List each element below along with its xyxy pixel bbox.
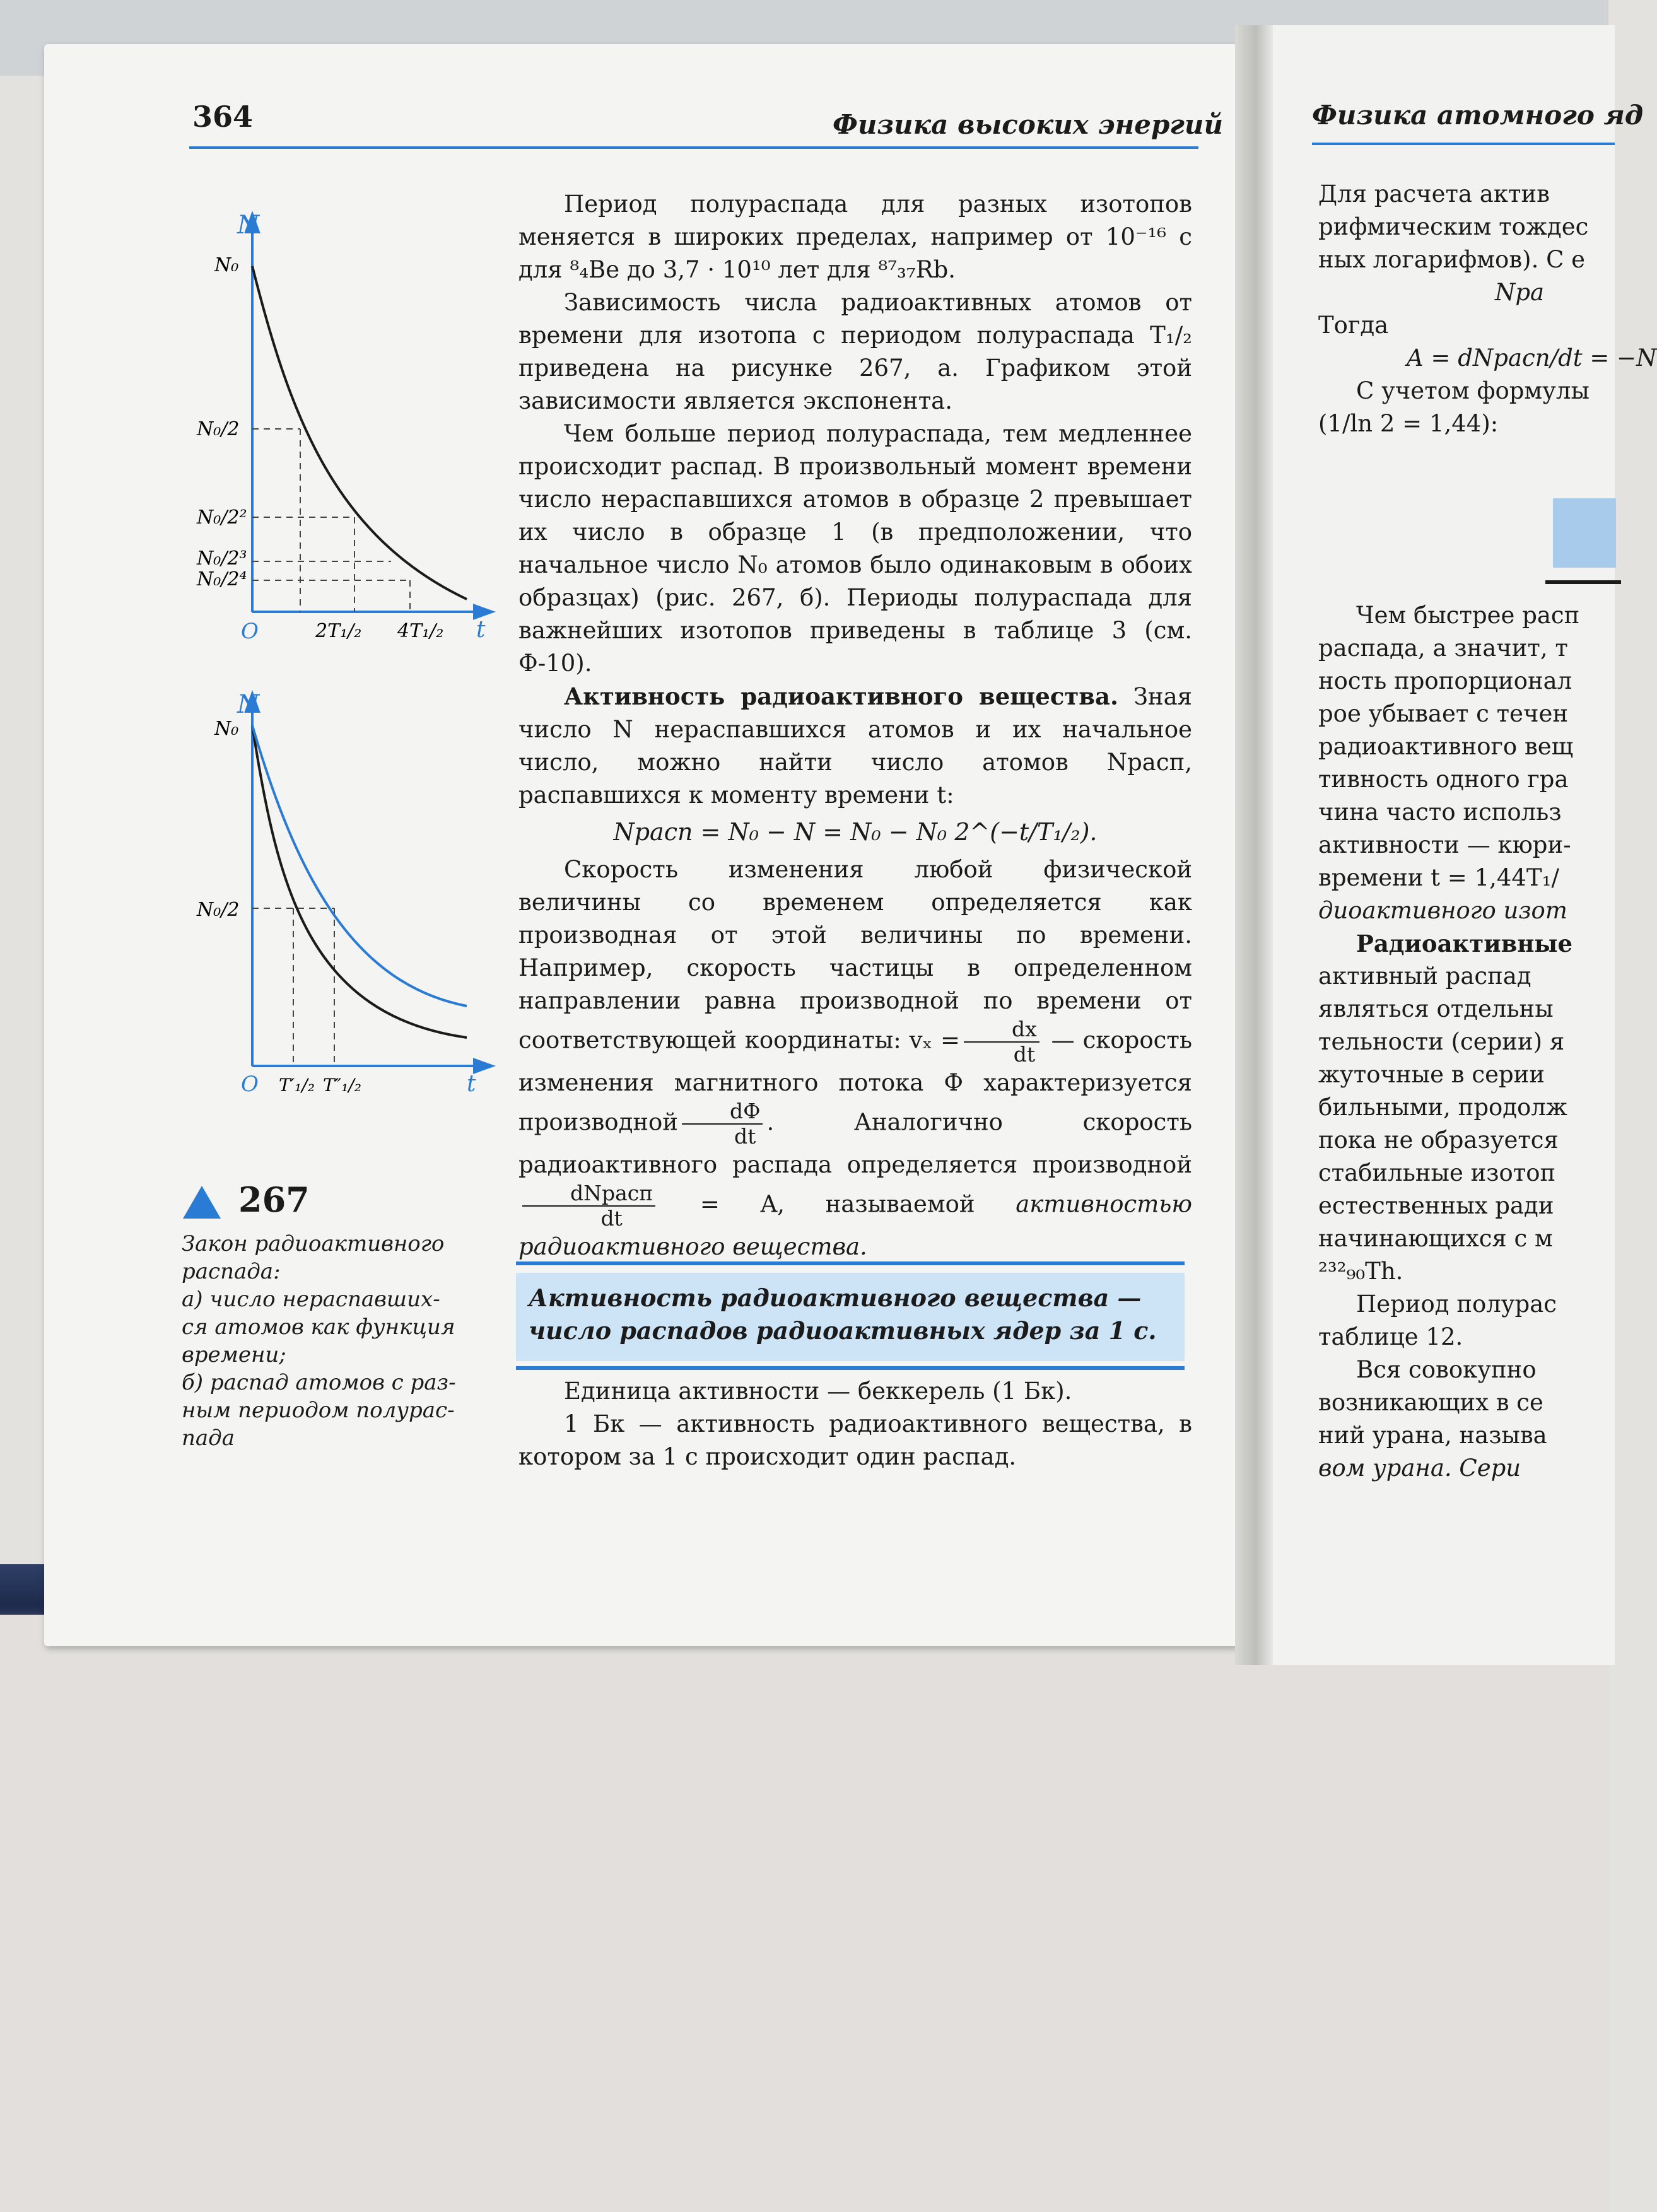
page-number: 364 xyxy=(192,100,254,134)
x-axis-label: t xyxy=(467,1071,476,1097)
right-line: активности — кюри- xyxy=(1318,831,1571,858)
right-line: распада, а значит, т xyxy=(1318,635,1568,662)
header-rule xyxy=(189,146,1198,149)
caption-line: пада xyxy=(182,1425,235,1451)
right-line: ных логарифмов). С е xyxy=(1318,246,1586,273)
paragraph-becquerel-definition: 1 Бк — активность радиоактивного вещества, в котором за 1 с происходит один распад. xyxy=(518,1410,1192,1470)
graph-b xyxy=(189,688,505,1097)
caption-line: распада: xyxy=(182,1259,281,1284)
caption-line: Закон радиоактивного xyxy=(182,1231,445,1256)
right-line: Радиоактивные xyxy=(1356,930,1573,957)
right-line: A = dNрасп/dt = −N xyxy=(1407,344,1657,372)
activity-text: Зная число N нераспавшихся атомов и их начальное число, можно найти число атомов Nрасп, распавшихся к моменту времени t: xyxy=(518,683,1192,809)
y-tick-quarter: N₀/2² xyxy=(197,506,247,529)
right-line: жуточные в серии xyxy=(1318,1061,1545,1088)
paragraph-half-life-range: Период полураспада для разных изотопов меняется в широких пределах, например от 10⁻¹⁶ с для ⁸₄Be до 3,7 · 10¹⁰ лет для ⁸⁷₃₇Rb. xyxy=(518,190,1192,283)
fraction-numerator: dФ xyxy=(682,1099,763,1125)
y-tick-eighth: N₀/2³ xyxy=(197,547,247,570)
derivative-text-3: . Аналогично скорость радиоактивного распада определяется производной xyxy=(518,1108,1192,1178)
right-line: Вся совокупно xyxy=(1356,1356,1537,1383)
x-axis-label: t xyxy=(476,617,486,643)
derivative-text-4: = A, называемой xyxy=(659,1190,975,1218)
right-line: вом урана. Сери xyxy=(1318,1454,1521,1482)
x-tick-t1: T′₁/₂ xyxy=(279,1075,315,1096)
main-text xyxy=(518,188,1192,1263)
formula-box xyxy=(1553,498,1616,568)
x-tick-t2: T″₁/₂ xyxy=(323,1075,362,1096)
running-header: Физика высоких энергий xyxy=(833,109,1224,140)
fraction-denominator: dt xyxy=(600,1206,623,1231)
fraction-denominator: dt xyxy=(734,1124,756,1149)
right-column-top xyxy=(1318,178,1657,440)
formula-box-rule xyxy=(1545,580,1621,584)
y-tick-sixteenth: N₀/2⁴ xyxy=(197,568,247,590)
right-line: Чем быстрее расп xyxy=(1356,602,1580,629)
caption-line: времени; xyxy=(182,1342,286,1367)
right-line: начинающихся с м xyxy=(1318,1225,1553,1252)
caption-line: а) число нераспавших- xyxy=(182,1287,440,1312)
right-line: пока не образуется xyxy=(1318,1126,1559,1154)
right-line: тивность одного гра xyxy=(1318,766,1569,793)
caption-line: ным периодом полурас- xyxy=(182,1398,455,1423)
fraction-numerator: dNрасп xyxy=(522,1181,655,1207)
right-line: стабильные изотоп xyxy=(1318,1159,1556,1186)
graph-a xyxy=(189,208,505,644)
right-line: активный распад xyxy=(1318,963,1531,990)
figure-marker-icon xyxy=(183,1186,221,1219)
right-line: возникающих в се xyxy=(1318,1389,1543,1416)
dx-dt-fraction xyxy=(964,1017,1039,1067)
right-running-header: Физика атомного яд xyxy=(1312,100,1644,131)
y-tick-half: N₀/2 xyxy=(197,418,240,440)
definition-box: Активность радиоактивного вещества — число распадов радиоактивных ядер за 1 с. xyxy=(516,1273,1185,1361)
figure-number: 267 xyxy=(238,1179,310,1220)
decay-curve-sample-2 xyxy=(252,725,467,1006)
right-line: естественных ради xyxy=(1318,1192,1554,1219)
right-column-bottom xyxy=(1318,599,1621,1485)
decay-curve-sample-1 xyxy=(252,725,467,1038)
right-line: тельности (серии) я xyxy=(1318,1028,1565,1055)
x-tick-2t: 2T₁/₂ xyxy=(315,620,362,642)
book-gutter xyxy=(1235,25,1273,1665)
right-line: Nра xyxy=(1495,279,1545,306)
right-line: радиоактивного вещ xyxy=(1318,733,1574,760)
right-line: ²³²₉₀Th. xyxy=(1318,1258,1403,1285)
decayed-atoms-formula: Nрасп = N₀ − N = N₀ − N₀ 2^(−t/T₁/₂). xyxy=(613,818,1098,846)
right-line: Тогда xyxy=(1318,312,1389,339)
paragraph-activity xyxy=(518,680,1192,812)
paragraph-dependence: Зависимость числа радиоактивных атомов от времени для изотопа с периодом полураспада T₁/₂ приведена на рисунке 267, а. Графиком этой зависимости является экспонента. xyxy=(518,289,1192,414)
right-line: бильными, продолж xyxy=(1318,1094,1567,1121)
dphi-dt-fraction xyxy=(682,1099,763,1149)
y-tick-n0: N₀ xyxy=(214,718,239,740)
paragraph-becquerel: Единица активности — беккерель (1 Бк). xyxy=(564,1378,1072,1405)
right-line: ность пропорционал xyxy=(1318,667,1572,694)
right-line: являться отдельны xyxy=(1318,995,1554,1022)
definition-rule-top xyxy=(516,1261,1185,1265)
decay-curve xyxy=(252,266,467,599)
right-header-rule xyxy=(1312,143,1615,145)
desk-surface xyxy=(0,1615,1608,2212)
y-tick-n0: N₀ xyxy=(214,254,239,276)
origin-label: O xyxy=(241,1072,259,1097)
right-line: Период полурас xyxy=(1356,1290,1557,1318)
right-line: рифмическим тождес xyxy=(1318,213,1589,240)
x-tick-4t: 4T₁/₂ xyxy=(397,620,444,642)
right-line: С учетом формулы xyxy=(1356,377,1590,404)
right-line: чина часто использ xyxy=(1318,799,1562,826)
paragraph-slower-decay: Чем больше период полураспада, тем медленнее происходит распад. В произвольный момент времени число нераспавшихся атомов в образце 2 превышает их число в образце 1 (в предположении, что начальное число N₀ атомов было одинаковым в обоих образцах) (рис. 267, б). Периоды полураспада для важнейших изотопов приведены в таблице 3 (см. Ф-10). xyxy=(518,420,1192,677)
activity-term: активностью радиоактивного вещества. xyxy=(518,1190,1192,1260)
paragraph-derivative xyxy=(518,853,1192,1263)
unit-text xyxy=(518,1375,1192,1473)
figure-caption xyxy=(182,1230,497,1452)
definition-rule-bottom xyxy=(516,1366,1185,1370)
y-axis-label: N xyxy=(237,211,259,240)
dn-dt-fraction xyxy=(522,1181,655,1231)
derivative-text-1: Скорость изменения любой физической величины со временем определяется как производная от этой величины по времени. Например, скорость частицы в определенном направлении равна производной по времени от соответствующей координаты: vₓ = xyxy=(518,856,1192,1054)
caption-line: ся атомов как функция xyxy=(182,1314,455,1340)
y-axis-label: N xyxy=(237,690,259,719)
right-line: Для расчета актив xyxy=(1318,180,1550,208)
y-tick-half: N₀/2 xyxy=(197,899,240,921)
activity-heading: Активность радиоактивного вещества. xyxy=(564,682,1118,710)
derivative-text-2: — скорость изменения магнитного потока Ф характеризуется производной xyxy=(518,1026,1192,1136)
right-line: времени t = 1,44T₁/ xyxy=(1318,864,1559,891)
right-line: ний урана, называ xyxy=(1318,1422,1547,1449)
fraction-numerator: dx xyxy=(964,1017,1039,1043)
right-line: (1/ln 2 = 1,44): xyxy=(1318,410,1499,437)
right-line: рое убывает с течен xyxy=(1318,700,1568,727)
origin-label: O xyxy=(241,619,259,644)
caption-line: б) распад атомов с раз- xyxy=(182,1370,456,1395)
right-line: таблице 12. xyxy=(1318,1323,1463,1350)
right-line: диоактивного изот xyxy=(1318,897,1567,924)
fraction-denominator: dt xyxy=(1013,1042,1036,1067)
